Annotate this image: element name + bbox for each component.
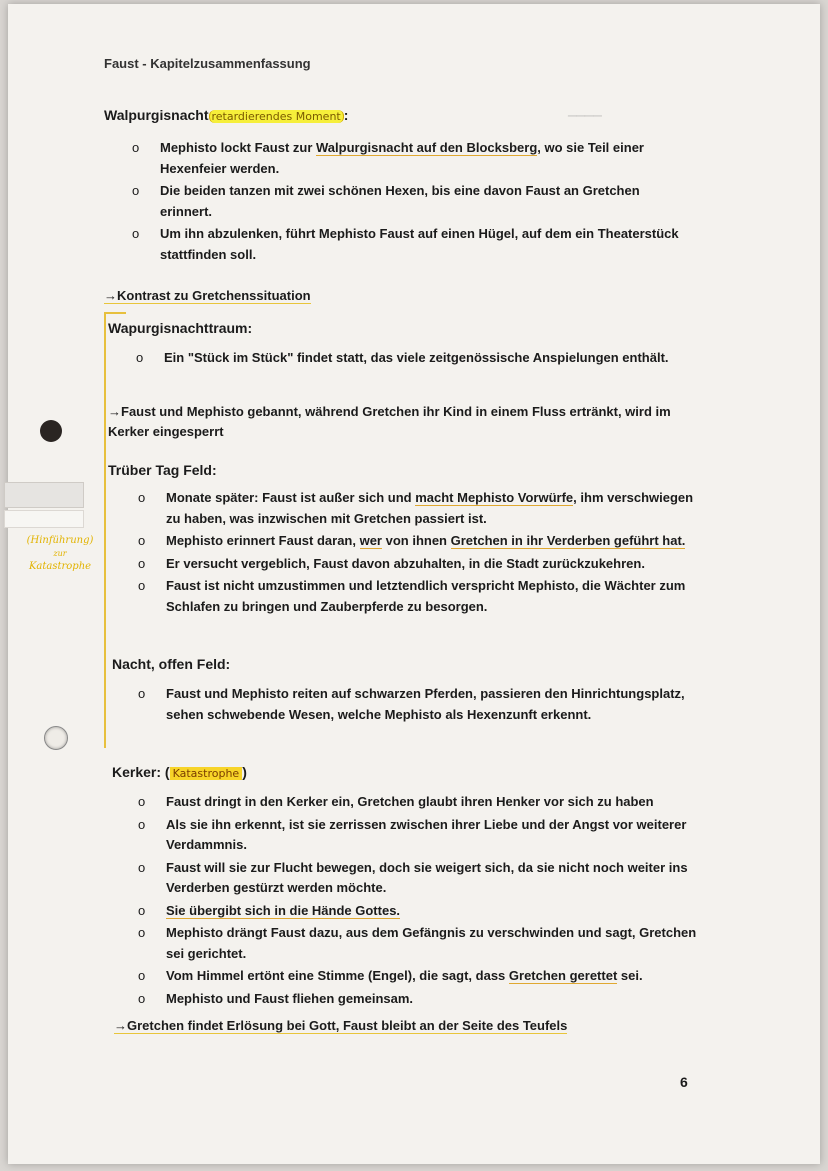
binder-tab [4, 510, 84, 528]
list-item: o Die beiden tanzen mit zwei schönen Hexen, bis eine davon Faust an Gretchen erinnert. [132, 181, 692, 222]
section-heading-traum: Wapurgisnachttraum: [108, 320, 253, 336]
conclusion-walpurgisnacht: →Kontrast zu Gretchenssituation [104, 288, 311, 303]
margin-bracket [104, 312, 106, 748]
punch-hole [40, 420, 62, 442]
list-item: o Vom Himmel ertönt eine Stimme (Engel), die sagt, dass Gretchen gerettet sei. [138, 966, 698, 987]
highlight-tag: Katastrophe [170, 767, 243, 780]
list-item: o Mephisto drängt Faust dazu, aus dem Gefängnis zu verschwinden und sagt, Gretchen sei gerichtet. [138, 923, 698, 964]
bleed-through: ▁▁▁▁ [568, 105, 602, 117]
list-item: o Um ihn abzulenken, führt Mephisto Faust auf einen Hügel, auf dem ein Theaterstück stattfinden soll. [132, 224, 692, 265]
margin-note: (Hinführung) zur Katastrophe [26, 535, 94, 572]
punch-hole [44, 726, 68, 750]
list-item: o Mephisto und Faust fliehen gemeinsam. [138, 989, 698, 1010]
section-heading-trueber-tag: Trüber Tag Feld: [108, 462, 217, 478]
list-item: o Monate später: Faust ist außer sich und macht Mephisto Vorwürfe, ihm verschwiegen zu haben, was inzwischen mit Gretchen passiert ist. [138, 488, 698, 529]
section-heading-walpurgisnacht: Walpurgisnacht retardierendes Moment : [104, 107, 349, 123]
list-item: o Mephisto lockt Faust zur Walpurgisnacht auf den Blocksberg, wo sie Teil einer Hexenfeier werden. [132, 138, 692, 179]
highlight-tag: retardierendes Moment [209, 110, 344, 123]
list-item: o Er versucht vergeblich, Faust davon abzuhalten, in die Stadt zurückzukehren. [138, 554, 698, 575]
list-nacht [138, 684, 698, 727]
list-walpurgisnacht [132, 138, 692, 267]
list-trueber-tag [138, 488, 698, 619]
section-heading-kerker: Kerker: ( Katastrophe ) [112, 764, 247, 780]
binder-tab [4, 482, 84, 508]
list-item: o Faust dringt in den Kerker ein, Gretchen glaubt ihren Henker vor sich zu haben [138, 792, 698, 813]
list-item: o Faust ist nicht umzustimmen und letztendlich verspricht Mephisto, die Wächter zum Schlafen zu bringen und Zauberpferde zu besorgen. [138, 576, 698, 617]
list-kerker [138, 792, 698, 1011]
conclusion-kerker: →Gretchen findet Erlösung bei Gott, Faust bleibt an der Seite des Teufels [114, 1018, 568, 1033]
conclusion-traum: →Faust und Mephisto gebannt, während Gretchen ihr Kind in einem Fluss ertränkt, wird im Kerker eingesperrt [108, 404, 671, 439]
list-item: o Sie übergibt sich in die Hände Gottes. [138, 901, 698, 922]
document-page [8, 4, 820, 1164]
list-item: o Als sie ihn erkennt, ist sie zerrissen zwischen ihrer Liebe und der Angst vor weiterer Verdammnis. [138, 815, 698, 856]
page-number: 6 [680, 1074, 688, 1090]
list-item: o Faust will sie zur Flucht bewegen, doch sie weigert sich, da sie nicht noch weiter ins Verderben gestürzt werden möchte. [138, 858, 698, 899]
list-item: o Faust und Mephisto reiten auf schwarzen Pferden, passieren den Hinrichtungsplatz, sehen schwebende Wesen, welche Mephisto als Hexenzunft erkennt. [138, 684, 698, 725]
list-traum [136, 348, 676, 371]
bracket-top [104, 312, 126, 314]
section-heading-nacht: Nacht, offen Feld: [112, 656, 231, 672]
list-item: o Mephisto erinnert Faust daran, wer von ihnen Gretchen in ihr Verderben geführt hat. [138, 531, 698, 552]
page-header: Faust - Kapitelzusammenfassung [104, 56, 311, 71]
list-item: o Ein "Stück im Stück" findet statt, das viele zeitgenössische Anspielungen enthält. [136, 348, 676, 369]
